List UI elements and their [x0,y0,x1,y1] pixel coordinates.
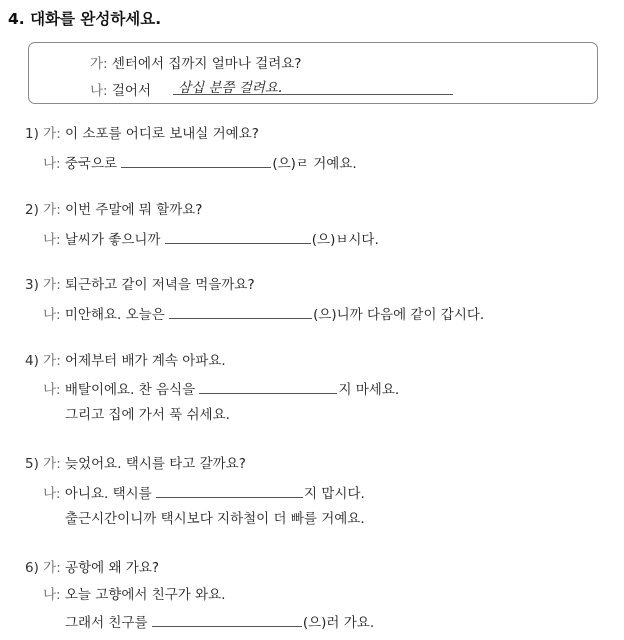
item-5-answer [43,482,365,502]
answer-blank[interactable] [199,379,337,394]
exercise-title: 4. 대화를 완성하세요. [8,10,162,28]
speaker-a: 가: [43,202,61,218]
question-text: 공항에 왜 가요? [65,560,160,576]
item-number: 5) [25,456,39,472]
item-2-answer [43,228,379,248]
item-5-answer-line2: 출근시간이니까 택시보다 지하철이 더 빠를 거예요. [65,511,365,527]
answer-suffix: (으)니까 다음에 같이 갑시다. [313,307,485,323]
answer-blank[interactable] [156,483,303,498]
answer-blank[interactable] [152,612,302,627]
answer-prefix: 그래서 친구를 [65,615,148,631]
item-number: 1) [25,126,39,142]
item-3-answer [43,303,484,323]
speaker-b: 나: [90,83,108,99]
item-number: 2) [25,202,39,218]
example-answer [90,79,151,99]
question-text: 늦었어요. 택시를 타고 갈까요? [65,456,246,472]
handwritten-example-answer: 삼십 분쯤 걸려요. [178,80,283,96]
speaker-b: 나: [43,587,61,603]
item-4-question [25,349,226,369]
speaker-b: 나: [43,156,61,172]
question-text: 이 소포를 어디로 보내실 거예요? [65,126,259,142]
answer-suffix: (으)ㅂ시다. [311,232,379,248]
item-number: 6) [25,560,39,576]
answer-suffix: 지 마세요. [338,382,400,398]
item-6-question [25,556,159,576]
item-number: 4) [25,353,39,369]
speaker-b: 나: [43,382,61,398]
answer-suffix: (으)ㄹ 거예요. [272,156,357,172]
answer-prefix: 날씨가 좋으니까 [64,232,161,248]
item-number: 3) [25,277,39,293]
question-text: 이번 주말에 뭐 할까요? [65,202,203,218]
speaker-b: 나: [43,232,61,248]
answer-blank[interactable] [165,229,311,244]
example-question-text: 센터에서 집까지 얼마나 걸려요? [111,56,302,72]
item-1-answer [43,152,357,172]
example-question [90,52,301,72]
answer-suffix: (으)러 가요. [302,615,375,631]
speaker-a: 가: [43,277,61,293]
item-2-question [25,198,202,218]
speaker-a: 가: [43,126,61,142]
item-4-answer-line2: 그리고 집에 가서 푹 쉬세요. [65,407,230,423]
answer-prefix: 미안해요. 오늘은 [64,307,165,323]
question-text: 어제부터 배가 계속 아파요. [65,353,226,369]
item-4-answer [43,378,399,398]
answer-suffix: 지 맙시다. [304,486,365,502]
item-1-question [25,122,259,142]
speaker-b: 나: [43,307,61,323]
item-3-question [25,273,255,293]
speaker-a: 가: [43,456,61,472]
example-answer-prefix: 걸어서 [111,83,152,99]
item-5-question [25,452,246,472]
speaker-a: 가: [90,56,108,72]
answer-prefix: 배탈이에요. 찬 음식을 [64,382,196,398]
answer-prefix: 오늘 고향에서 친구가 와요. [64,587,226,603]
answer-blank[interactable] [121,153,271,168]
item-6-answer [43,583,226,603]
speaker-b: 나: [43,486,61,502]
item-6-answer-line2 [65,611,374,631]
speaker-a: 가: [43,353,61,369]
question-text: 퇴근하고 같이 저녁을 먹을까요? [65,277,255,293]
answer-prefix: 중국으로 [64,156,118,172]
speaker-a: 가: [43,560,61,576]
answer-prefix: 아니요. 택시를 [64,486,152,502]
answer-blank[interactable] [169,304,312,319]
